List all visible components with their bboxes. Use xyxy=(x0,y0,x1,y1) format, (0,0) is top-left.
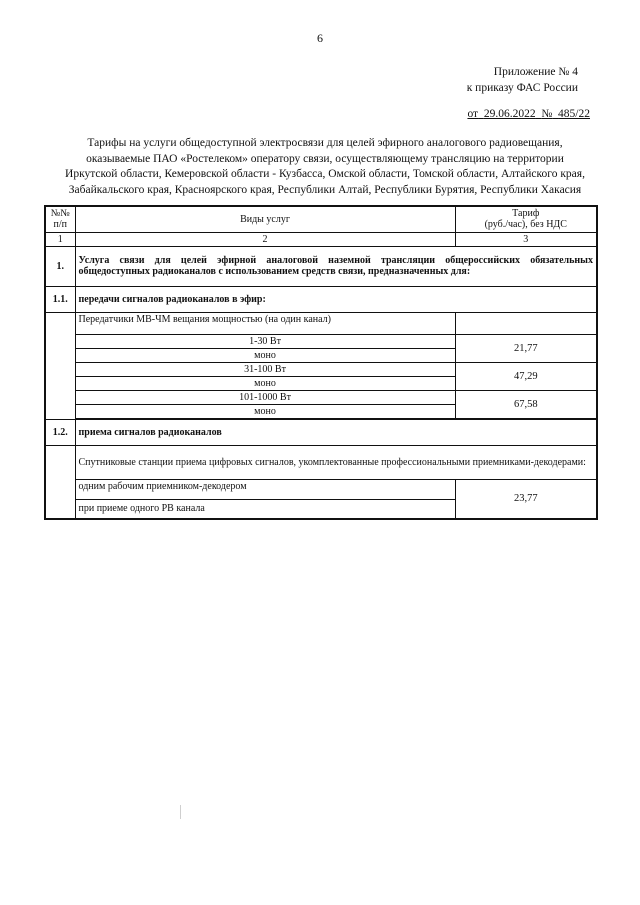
empty-num-cell-1 xyxy=(45,312,75,419)
power-mode-3: моно xyxy=(75,404,455,418)
power-range-3: 101-1000 Вт xyxy=(75,390,455,404)
power-mode-1: моно xyxy=(75,348,455,362)
appendix-heading xyxy=(467,64,578,96)
section-1-1-num: 1.1. xyxy=(45,286,75,312)
section-1-row xyxy=(45,246,597,286)
table-header-row xyxy=(45,206,597,232)
section-1-num: 1. xyxy=(45,246,75,286)
power-tariff-2: 47,29 xyxy=(455,362,597,390)
transmitters-row xyxy=(45,312,597,334)
section-1-2-num: 1.2. xyxy=(45,419,75,445)
power-range-2: 31-100 Вт xyxy=(75,362,455,376)
page-number: 6 xyxy=(317,31,323,45)
section-1-1-text: передачи сигналов радиоканалов в эфир: xyxy=(75,286,597,312)
satellite-label: Спутниковые станции приема цифровых сигналов, укомплектованные профессиональными приемниками-декодерами: xyxy=(75,445,597,479)
scan-artifact xyxy=(180,805,181,819)
power-mode-2: моно xyxy=(75,376,455,390)
appendix-line-1: Приложение № 4 xyxy=(493,66,578,78)
document-title xyxy=(45,136,605,198)
power-row-1-range xyxy=(45,334,597,348)
section-1-2-row xyxy=(45,419,597,445)
header-services: Виды услуг xyxy=(75,206,455,232)
power-row-2-range xyxy=(45,362,597,376)
transmitters-label: Передатчики МВ-ЧМ вещания мощностью (на один канал) xyxy=(75,312,455,334)
satellite-row xyxy=(45,445,597,479)
header-tariff-line-1: Тариф xyxy=(512,208,540,220)
title-line-3: Иркутской области, Кемеровской области - Кузбасса, Омской области, Томской области, Алтайского края, xyxy=(65,168,585,180)
order-prefix: от xyxy=(467,108,479,120)
receiver-label-1: одним рабочим приемником-декодером xyxy=(75,479,455,499)
receiver-tariff: 23,77 xyxy=(455,479,597,519)
power-tariff-1: 21,77 xyxy=(455,334,597,362)
order-number: 485/22 xyxy=(558,108,590,120)
receiver-label-2: при приеме одного РВ канала xyxy=(75,499,455,519)
title-line-4: Забайкальского края, Красноярского края, Республики Алтай, Республики Бурятия, Республики Хакасия xyxy=(68,183,582,196)
header-tariff-line-2: (руб./час), без НДС xyxy=(484,219,567,231)
col-number-3: 3 xyxy=(455,232,597,246)
appendix-line-2: к приказу ФАС России xyxy=(466,82,578,94)
transmitters-tariff-empty xyxy=(455,312,597,334)
order-number-label: № xyxy=(541,108,553,120)
header-num: №№ п/п xyxy=(45,206,75,232)
power-range-1: 1-30 Вт xyxy=(75,334,455,348)
col-number-2: 2 xyxy=(75,232,455,246)
section-1-text: Услуга связи для целей эфирной аналоговой наземной трансляции общероссийских обязательных общедоступных радиоканалов с использованием средств связи, предназначенных для: xyxy=(75,246,597,286)
tariff-table xyxy=(44,205,598,520)
section-1-1-row xyxy=(45,286,597,312)
order-reference xyxy=(467,108,590,120)
order-date: 29.06.2022 xyxy=(483,108,536,120)
power-row-3-range xyxy=(45,390,597,404)
receiver-row-1 xyxy=(45,479,597,499)
title-line-1: Тарифы на услуги общедоступной электросвязи для целей эфирного аналогового радиовещания, xyxy=(87,137,563,149)
section-1-2-text: приема сигналов радиоканалов xyxy=(75,419,597,445)
column-numbers-row xyxy=(45,232,597,246)
header-tariff xyxy=(455,206,597,232)
col-number-1: 1 xyxy=(45,232,75,246)
power-tariff-3: 67,58 xyxy=(455,390,597,418)
empty-num-cell-2 xyxy=(45,445,75,519)
title-line-2: оказываемые ПАО «Ростелеком» оператору связи, осуществляющему трансляцию на территории xyxy=(86,152,564,165)
